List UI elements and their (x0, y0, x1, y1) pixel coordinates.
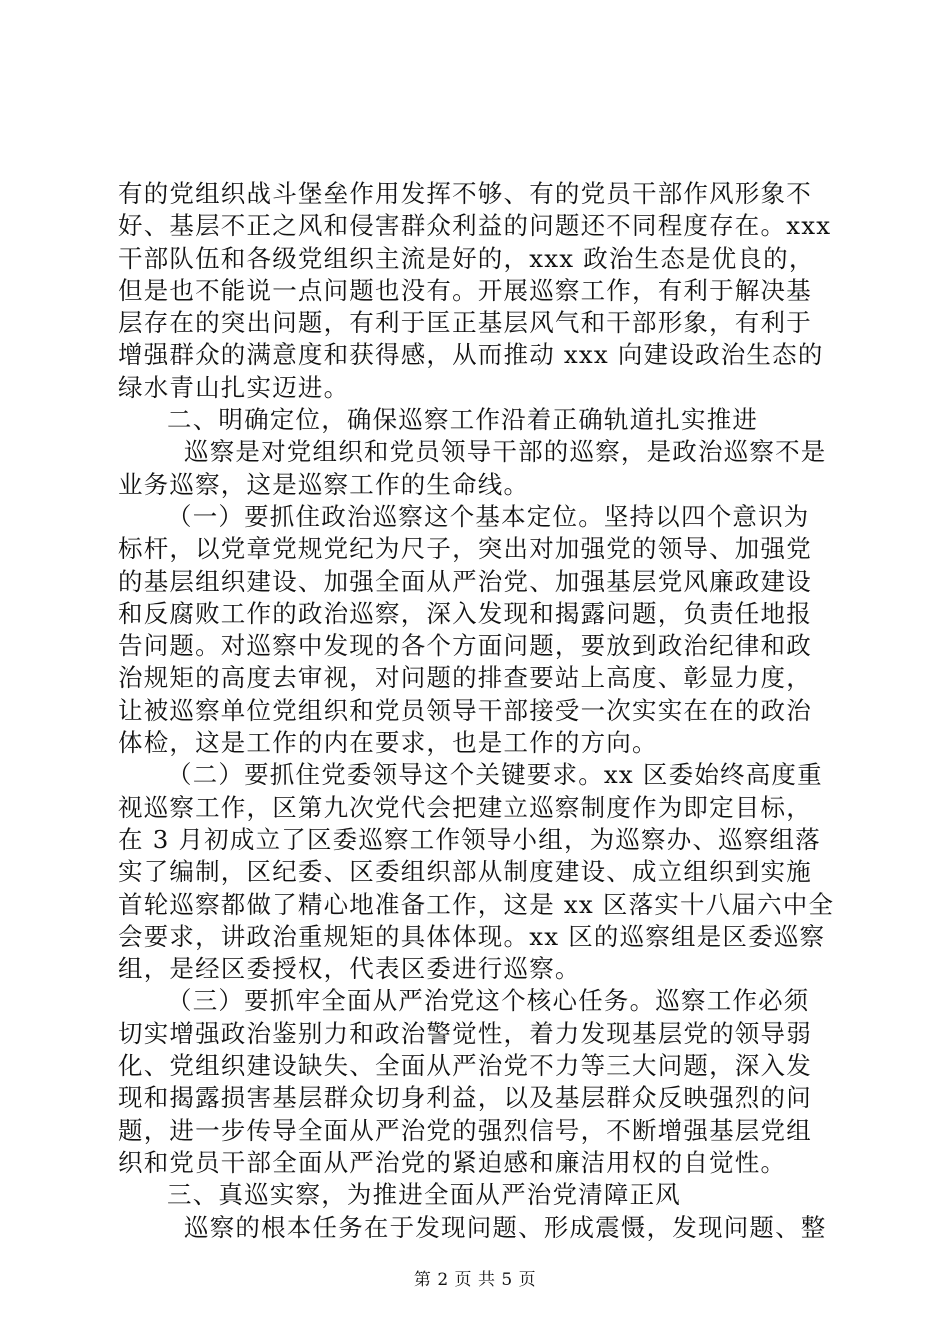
page-footer: 第 2 页 共 5 页 (413, 1270, 537, 1290)
text-line: 在 3 月初成立了区委巡察工作领导小组，为巡察办、巡察组落 (118, 824, 821, 854)
text-line: 织和党员干部全面从严治党的紧迫感和廉洁用权的自觉性。 (118, 1147, 787, 1177)
body-text (118, 178, 838, 1244)
text-line: 标杆，以党章党规党纪为尺子，突出对加强党的领导、加强党 (118, 534, 812, 564)
text-line: 组，是经区委授权，代表区委进行巡察。 (118, 954, 581, 984)
text-line: （一）要抓住政治巡察这个基本定位。坚持以四个意识为 (167, 501, 810, 531)
text-line: 二、明确定位，确保巡察工作沿着正确轨道扎实推进 (167, 405, 759, 435)
text-line: 的基层组织建设、加强全面从严治党、加强基层党风廉政建设 (118, 566, 812, 596)
text-line: 有的党组织战斗堡垒作用发挥不够、有的党员干部作风形象不 (118, 179, 812, 208)
text-line: 增强群众的满意度和获得感，从而推动 xxx 向建设政治生态的 (118, 340, 824, 370)
text-line: 切实增强政治鉴别力和政治警觉性，着力发现基层党的领导弱 (118, 1018, 812, 1048)
text-line: 实了编制，区纪委、区委组织部从制度建设、成立组织到实施 (118, 857, 812, 887)
text-line: 治规矩的高度去审视，对问题的排查要站上高度、彰显力度， (118, 663, 812, 693)
text-line: 好、基层不正之风和侵害群众利益的问题还不同程度存在。xxx (118, 211, 832, 241)
text-line: 巡察是对党组织和党员领导干部的巡察，是政治巡察不是 (184, 437, 827, 467)
text-line: 业务巡察，这是巡察工作的生命线。 (118, 469, 530, 499)
text-line: 但是也不能说一点问题也没有。开展巡察工作，有利于解决基 (118, 275, 812, 305)
text-line: 层存在的突出问题，有利于匡正基层风气和干部形象，有利于 (118, 308, 812, 338)
text-line: 干部队伍和各级党组织主流是好的，xxx 政治生态是优良的， (118, 243, 815, 273)
text-line: 现和揭露损害基层群众切身利益，以及基层群众反映强烈的问 (118, 1083, 812, 1113)
text-line: 三、真巡实察，为推进全面从严治党清障正风 (167, 1180, 681, 1210)
text-line: 告问题。对巡察中发现的各个方面问题，要放到政治纪律和政 (118, 631, 812, 661)
text-line: 化、党组织建设缺失、全面从严治党不力等三大问题，深入发 (118, 1051, 812, 1081)
text-line: 会要求，讲政治重规矩的具体体现。xx 区的巡察组是区委巡察 (118, 921, 826, 951)
text-line: 首轮巡察都做了精心地准备工作，这是 xx 区落实十八届六中全 (118, 889, 835, 919)
text-line: （三）要抓牢全面从严治党这个核心任务。巡察工作必须 (167, 986, 810, 1016)
text-line: （二）要抓住党委领导这个关键要求。xx 区委始终高度重 (167, 760, 823, 790)
text-line: 绿水青山扎实迈进。 (118, 372, 350, 402)
text-line: 体检，这是工作的内在要求，也是工作的方向。 (118, 728, 658, 758)
text-line: 巡察的根本任务在于发现问题、形成震慑，发现问题、整 (184, 1212, 827, 1242)
text-line: 和反腐败工作的政治巡察，深入发现和揭露问题，负责任地报 (118, 598, 812, 628)
text-line: 题，进一步传导全面从严治党的强烈信号，不断增强基层党组 (118, 1115, 812, 1145)
text-line: 视巡察工作，区第九次党代会把建立巡察制度作为即定目标， (118, 792, 812, 822)
text-line: 让被巡察单位党组织和党员领导干部接受一次实实在在的政治 (118, 695, 812, 725)
